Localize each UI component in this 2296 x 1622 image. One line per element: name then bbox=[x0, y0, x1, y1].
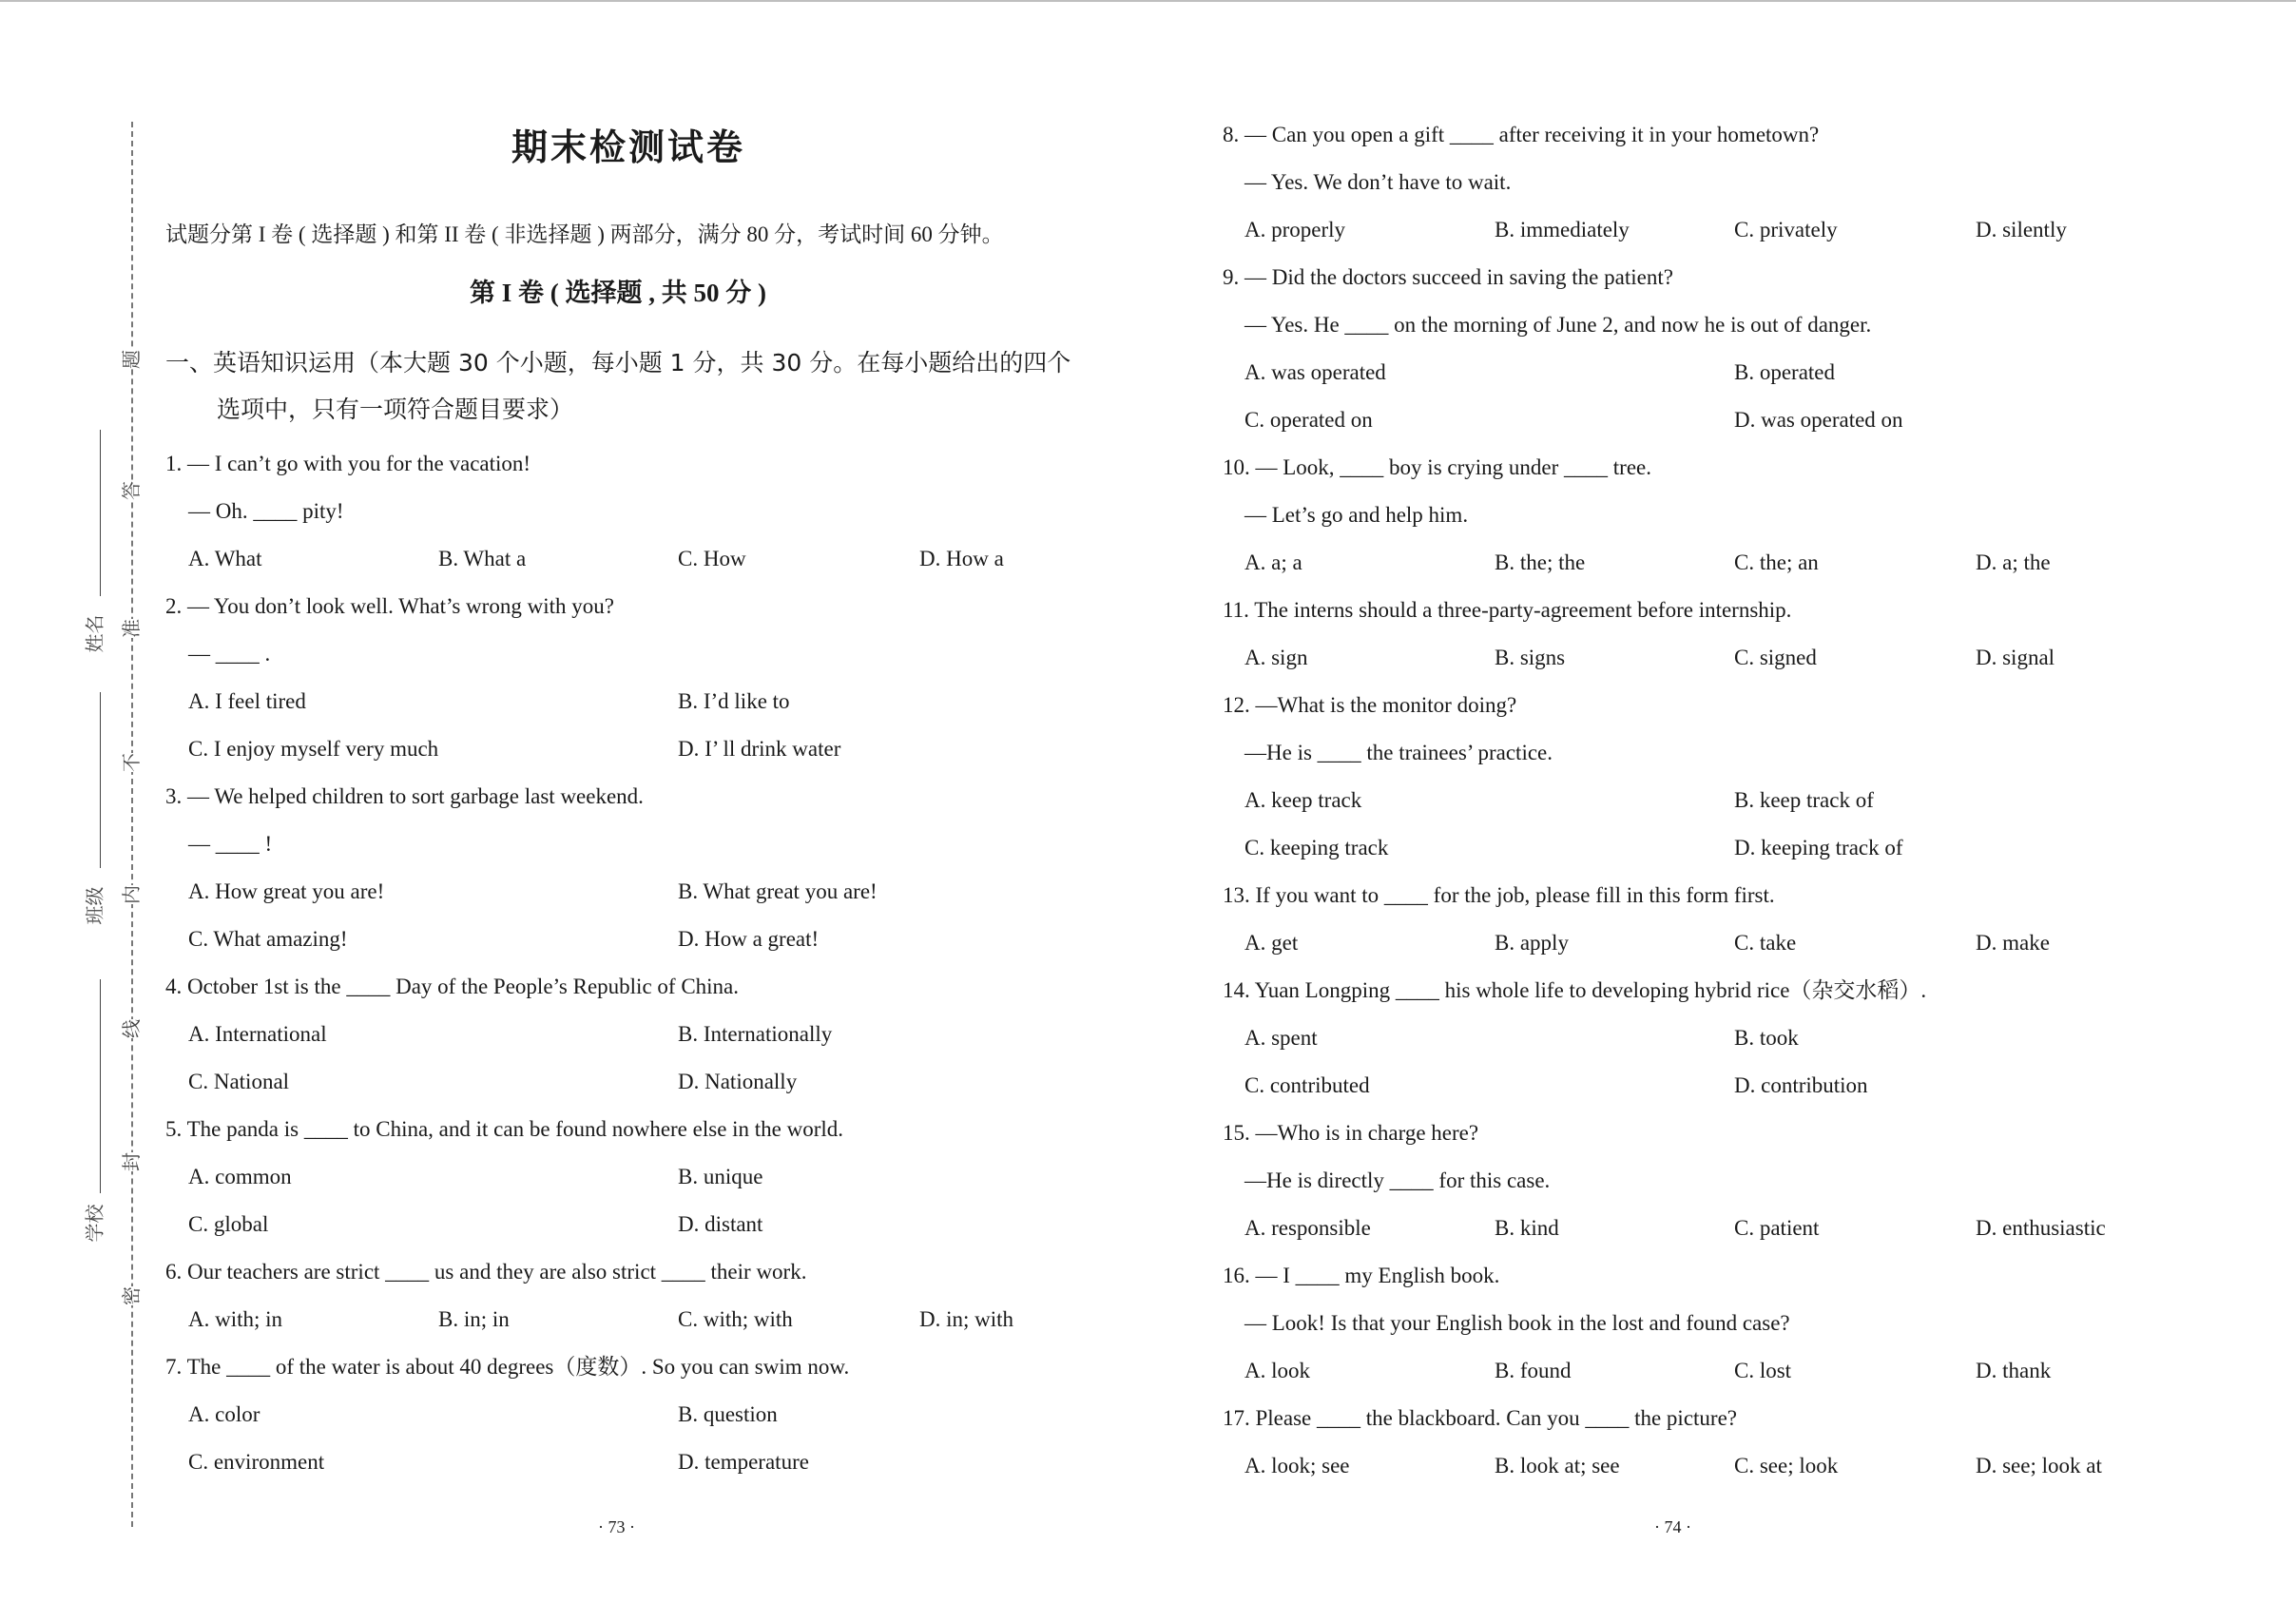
binding-mark: 不 bbox=[122, 753, 143, 772]
answer-option: C. keeping track bbox=[1244, 836, 1389, 859]
question-line: 17. Please ____ the blackboard. Can you ____ the picture? bbox=[1223, 1406, 1737, 1430]
answer-option: C. signed bbox=[1734, 646, 1817, 669]
answer-option: D. enthusiastic bbox=[1976, 1216, 2106, 1240]
question-line: — Yes. We don’t have to wait. bbox=[1244, 170, 1512, 194]
question-line: 11. The interns should a three-party-agreement before internship. bbox=[1223, 598, 1792, 622]
question-line: 4. October 1st is the ____ Day of the People’s Republic of China. bbox=[165, 975, 740, 998]
answer-option: C. How bbox=[678, 547, 746, 570]
answer-option: A. How great you are! bbox=[188, 879, 385, 903]
question-line: 6. Our teachers are strict ____ us and they are also strict ____ their work. bbox=[165, 1260, 807, 1284]
answer-option: A. common bbox=[188, 1165, 292, 1188]
answer-option: A. What bbox=[188, 547, 262, 570]
answer-option: A. a; a bbox=[1244, 550, 1302, 574]
answer-option: A. look bbox=[1244, 1359, 1310, 1382]
answer-option: B. keep track of bbox=[1734, 788, 1874, 812]
answer-option: A. look; see bbox=[1244, 1454, 1350, 1477]
answer-option: C. global bbox=[188, 1212, 269, 1236]
question-line: 3. — We helped children to sort garbage last weekend. bbox=[165, 784, 644, 808]
question-line: — Look! Is that your English book in the lost and found case? bbox=[1244, 1311, 1790, 1335]
question-line: 2. — You don’t look well. What’s wrong with you? bbox=[165, 594, 614, 618]
answer-option: C. patient bbox=[1734, 1216, 1820, 1240]
answer-option: B. apply bbox=[1495, 931, 1569, 955]
page-number-right: · 74 · bbox=[1654, 1517, 1691, 1536]
answer-option: D. How a great! bbox=[678, 927, 820, 951]
question-line: — Yes. He ____ on the morning of June 2, and now he is out of danger. bbox=[1244, 313, 1872, 337]
answer-option: A. responsible bbox=[1244, 1216, 1371, 1240]
answer-option: D. contribution bbox=[1734, 1073, 1868, 1097]
answer-option: C. with; with bbox=[678, 1307, 793, 1331]
question-line: 14. Yuan Longping ____ his whole life to developing hybrid rice（杂交水稻）. bbox=[1223, 978, 1927, 1002]
answer-option: D. distant bbox=[678, 1212, 763, 1236]
answer-option: A. get bbox=[1244, 931, 1299, 955]
question-line: 5. The panda is ____ to China, and it can be found nowhere else in the world. bbox=[165, 1117, 844, 1141]
answer-option: C. contributed bbox=[1244, 1073, 1370, 1097]
binding-mark: 线 bbox=[122, 1019, 143, 1038]
question-line: 12. —What is the monitor doing? bbox=[1223, 693, 1517, 717]
question-line: — ____ . bbox=[188, 642, 271, 666]
question-line: 13. If you want to ____ for the job, please fill in this form first. bbox=[1223, 883, 1775, 907]
answer-option: B. operated bbox=[1734, 360, 1836, 384]
answer-option: C. privately bbox=[1734, 218, 1838, 241]
binding-mark: 内 bbox=[122, 885, 143, 904]
answer-option: D. see; look at bbox=[1976, 1454, 2102, 1477]
answer-option: C. environment bbox=[188, 1450, 325, 1474]
answer-option: D. How a bbox=[919, 547, 1004, 570]
answer-option: D. make bbox=[1976, 931, 2050, 955]
answer-option: D. a; the bbox=[1976, 550, 2051, 574]
exam-title: 期末检测试卷 bbox=[511, 128, 746, 168]
section-heading-cont: 选项中，只有一项符合题目要求） bbox=[217, 396, 574, 423]
answer-option: B. What great you are! bbox=[678, 879, 878, 903]
answer-option: B. I’d like to bbox=[678, 689, 790, 713]
answer-option: A. sign bbox=[1244, 646, 1308, 669]
section-heading: 一、英语知识运用（本大题 30 个小题，每小题 1 分，共 30 分。在每小题给出的四个 bbox=[165, 349, 1071, 377]
answer-option: D. silently bbox=[1976, 218, 2067, 241]
answer-option: C. lost bbox=[1734, 1359, 1792, 1382]
question-line: — Oh. ____ pity! bbox=[188, 499, 344, 523]
answer-option: B. took bbox=[1734, 1026, 1799, 1050]
question-line: —He is directly ____ for this case. bbox=[1244, 1168, 1551, 1192]
question-line: — ____ ! bbox=[188, 832, 273, 856]
answer-option: B. Internationally bbox=[678, 1022, 833, 1046]
name-write-line bbox=[100, 430, 101, 596]
answer-option: D. thank bbox=[1976, 1359, 2052, 1382]
binding-mark: 题 bbox=[122, 350, 143, 369]
class-write-line bbox=[100, 692, 101, 868]
class-label: 班级 bbox=[85, 886, 106, 925]
answer-option: D. I’ ll drink water bbox=[678, 737, 841, 761]
exam-intro: 试题分第 I 卷 ( 选择题 ) 和第 II 卷 ( 非选择题 ) 两部分，满分 80 分，考试时间 60 分钟。 bbox=[165, 222, 1004, 246]
answer-option: D. in; with bbox=[919, 1307, 1014, 1331]
question-line: 10. — Look, ____ boy is crying under ____ tree. bbox=[1223, 455, 1651, 479]
answer-option: A. was operated bbox=[1244, 360, 1386, 384]
answer-option: A. with; in bbox=[188, 1307, 283, 1331]
top-border bbox=[0, 0, 2296, 2]
binding-mark: 封 bbox=[122, 1152, 143, 1171]
name-label: 姓名 bbox=[85, 614, 106, 653]
answer-option: B. unique bbox=[678, 1165, 763, 1188]
answer-option: C. National bbox=[188, 1070, 290, 1093]
answer-option: A. color bbox=[188, 1402, 260, 1426]
school-label: 学校 bbox=[85, 1204, 106, 1243]
answer-option: A. International bbox=[188, 1022, 327, 1046]
part-heading: 第 I 卷 ( 选择题 , 共 50 分 ) bbox=[470, 279, 766, 307]
question-line: 9. — Did the doctors succeed in saving the patient? bbox=[1223, 265, 1673, 289]
answer-option: B. look at; see bbox=[1495, 1454, 1620, 1477]
answer-option: B. found bbox=[1495, 1359, 1572, 1382]
answer-option: C. the; an bbox=[1734, 550, 1819, 574]
answer-option: B. What a bbox=[438, 547, 527, 570]
answer-option: C. see; look bbox=[1734, 1454, 1839, 1477]
answer-option: A. properly bbox=[1244, 218, 1346, 241]
answer-option: D. temperature bbox=[678, 1450, 809, 1474]
answer-option: C. What amazing! bbox=[188, 927, 348, 951]
answer-option: D. signal bbox=[1976, 646, 2055, 669]
answer-option: C. take bbox=[1734, 931, 1797, 955]
answer-option: B. in; in bbox=[438, 1307, 510, 1331]
page-number-left: · 73 · bbox=[598, 1517, 635, 1536]
question-line: 16. — I ____ my English book. bbox=[1223, 1264, 1500, 1287]
answer-option: D. keeping track of bbox=[1734, 836, 1903, 859]
answer-option: B. the; the bbox=[1495, 550, 1586, 574]
binding-mark: 准 bbox=[122, 619, 143, 638]
answer-option: A. keep track bbox=[1244, 788, 1362, 812]
question-line: 7. The ____ of the water is about 40 degrees（度数）. So you can swim now. bbox=[165, 1355, 850, 1379]
question-line: — Let’s go and help him. bbox=[1244, 503, 1469, 527]
answer-option: D. Nationally bbox=[678, 1070, 798, 1093]
question-line: —He is ____ the trainees’ practice. bbox=[1244, 741, 1553, 764]
answer-option: C. I enjoy myself very much bbox=[188, 737, 439, 761]
answer-option: B. question bbox=[678, 1402, 778, 1426]
question-line: 8. — Can you open a gift ____ after receiving it in your hometown? bbox=[1223, 123, 1820, 146]
answer-option: C. operated on bbox=[1244, 408, 1373, 432]
binding-mark: 密 bbox=[122, 1286, 143, 1305]
binding-dashed-line bbox=[131, 122, 133, 1527]
answer-option: D. was operated on bbox=[1734, 408, 1903, 432]
question-line: 1. — I can’t go with you for the vacation! bbox=[165, 452, 531, 475]
answer-option: B. signs bbox=[1495, 646, 1566, 669]
binding-mark: 答 bbox=[122, 481, 143, 500]
question-line: 15. —Who is in charge here? bbox=[1223, 1121, 1479, 1145]
answer-option: B. immediately bbox=[1495, 218, 1630, 241]
answer-option: B. kind bbox=[1495, 1216, 1559, 1240]
school-write-line bbox=[100, 979, 101, 1193]
answer-option: A. spent bbox=[1244, 1026, 1318, 1050]
answer-option: A. I feel tired bbox=[188, 689, 306, 713]
